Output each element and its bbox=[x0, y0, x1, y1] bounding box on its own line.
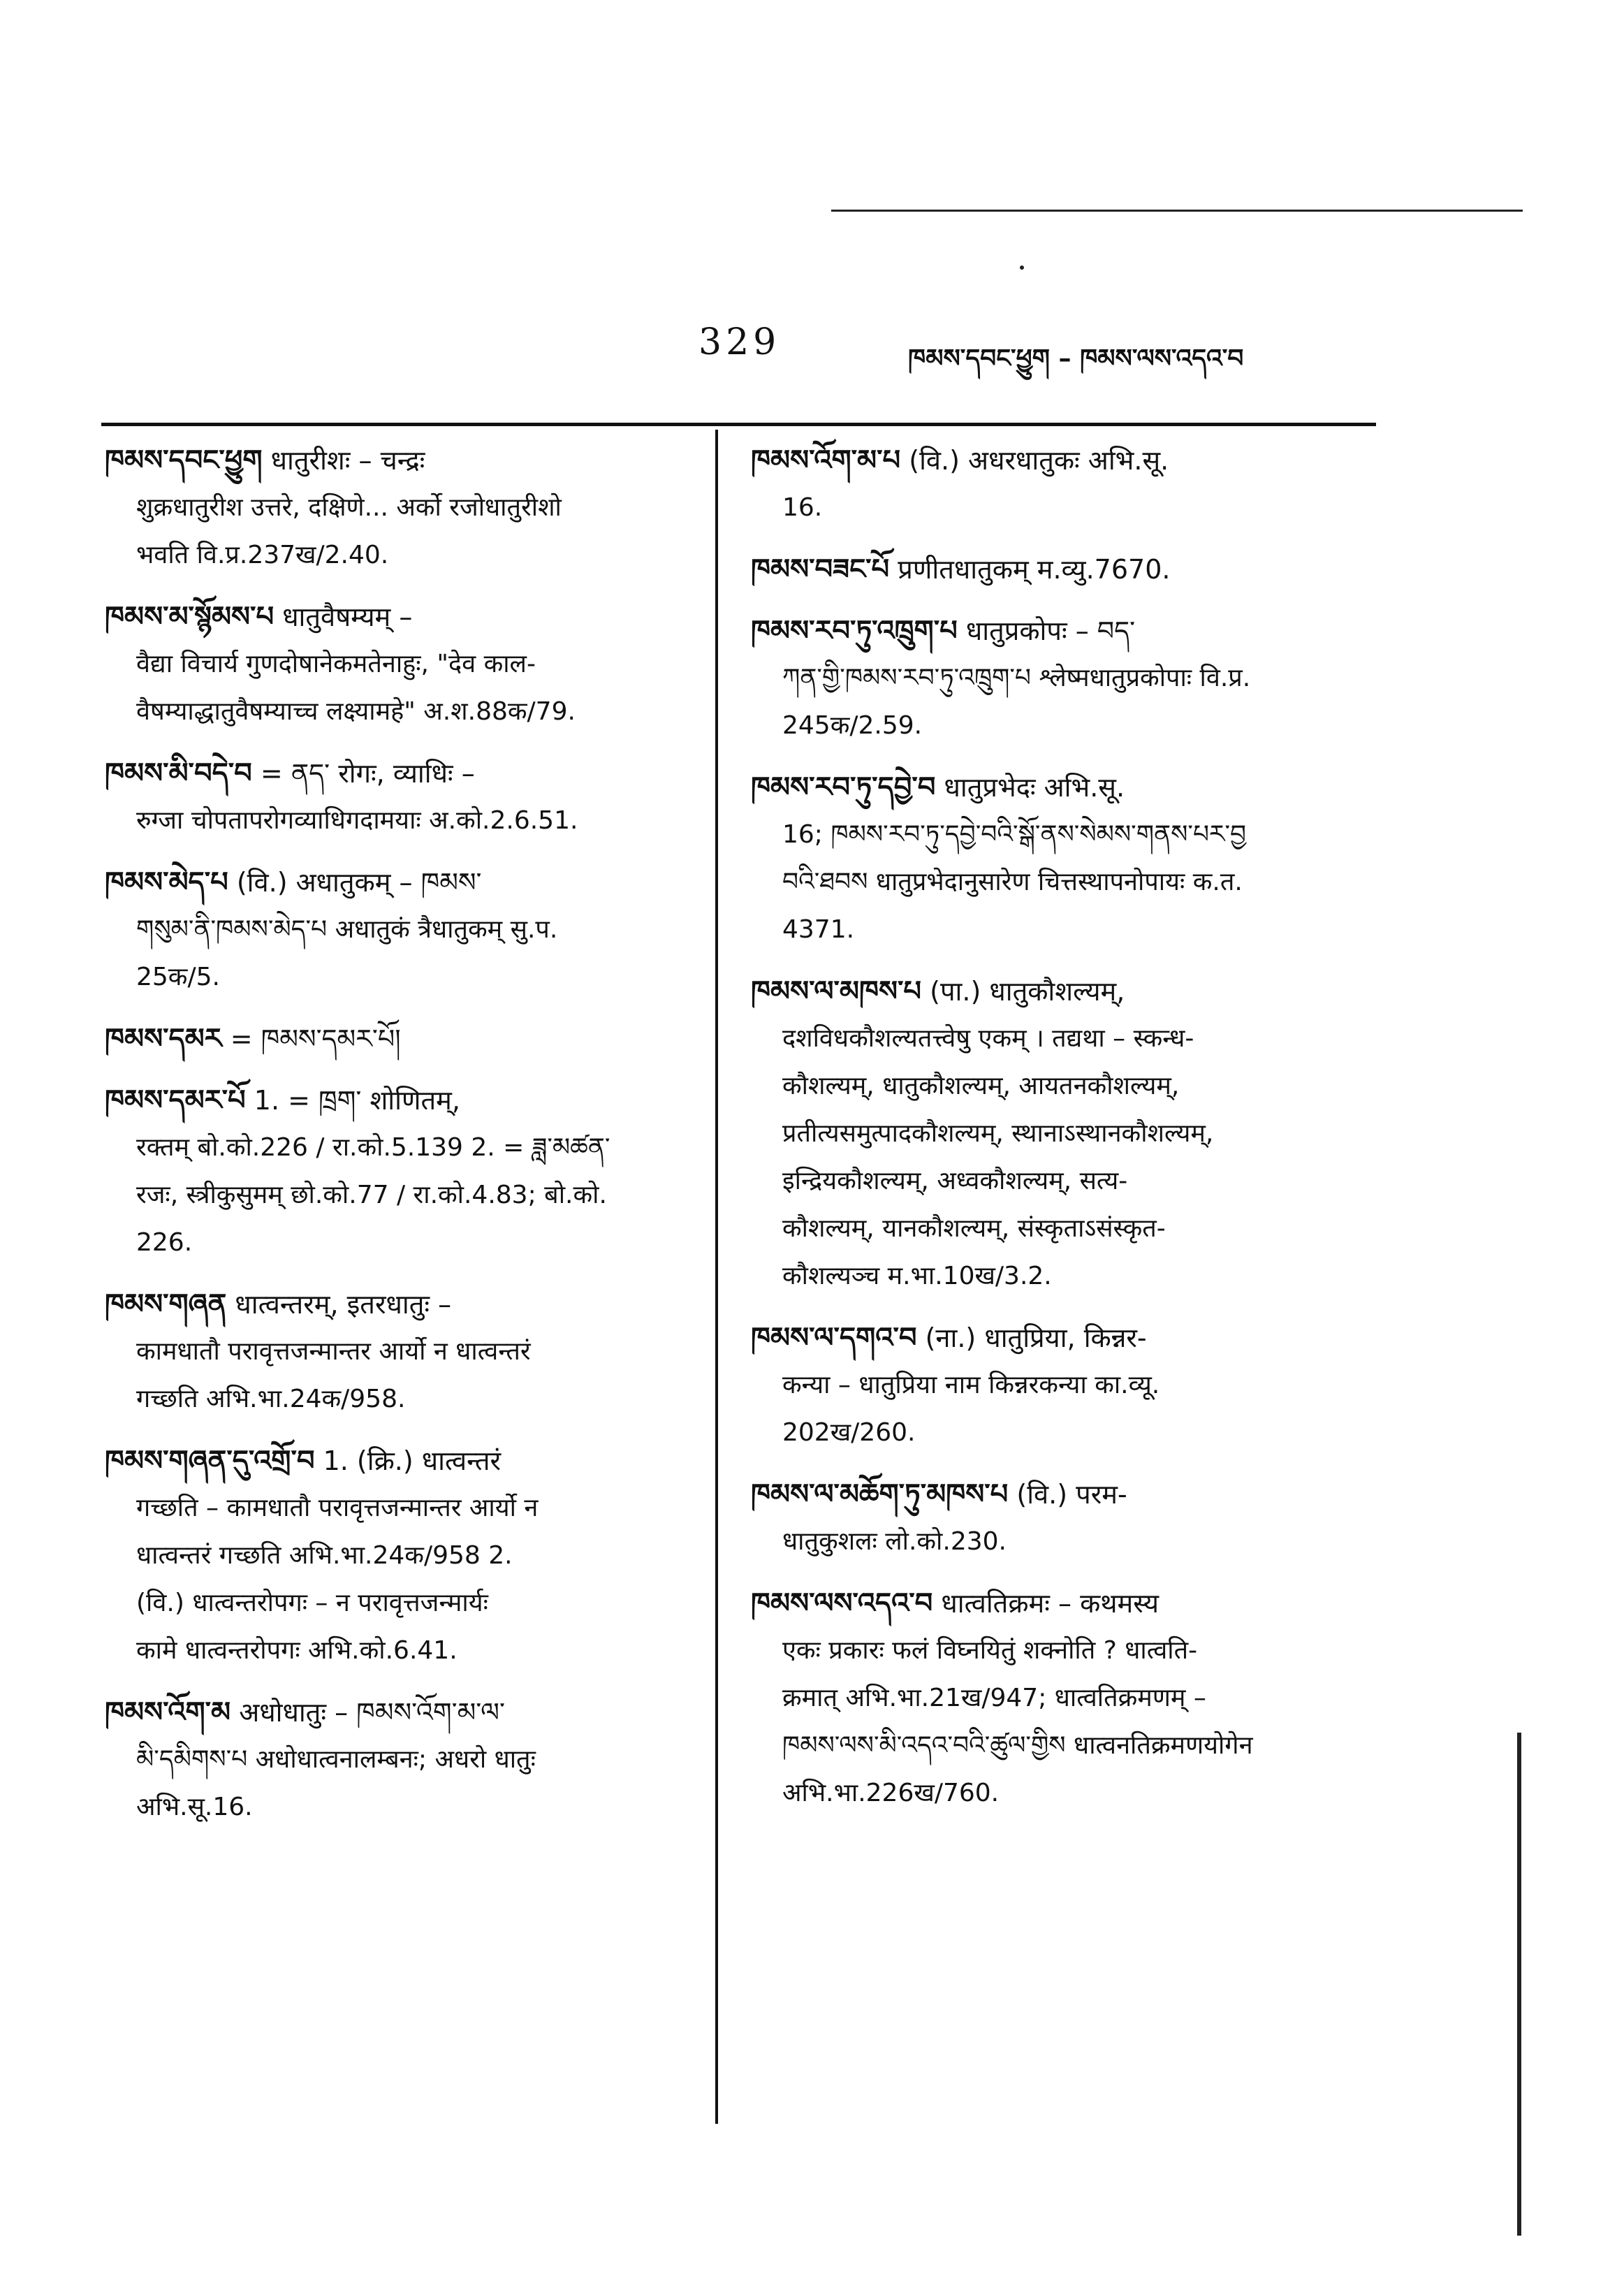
entry-text: धातुप्रकोपः – བད་ bbox=[965, 615, 1136, 646]
right-column bbox=[751, 437, 1380, 1831]
entry-text: कामधातौ परावृत्तजन्मान्तर आर्यो न धात्वन्तरं bbox=[136, 1337, 531, 1366]
entry-first-line bbox=[105, 859, 692, 906]
entry-line bbox=[751, 859, 1380, 906]
dictionary-entry bbox=[751, 1580, 1380, 1817]
entry-text: धात्वन्तरम्, इतरधातुः – bbox=[235, 1289, 452, 1320]
entry-line bbox=[105, 1784, 692, 1831]
entry-line bbox=[105, 1627, 692, 1675]
entry-text: कामे धात्वन्तरोपगः अभि.को.6.41. bbox=[136, 1636, 458, 1665]
page-number: 329 bbox=[698, 321, 781, 363]
entry-first-line bbox=[751, 546, 1380, 593]
entry-line bbox=[105, 906, 692, 954]
entry-line bbox=[751, 1722, 1380, 1770]
entry-text: བའི་ཐབས धातुप्रभेदानुसारेण चित्तस्थापनोपायः क.त. bbox=[782, 868, 1243, 896]
entry-first-line bbox=[105, 1689, 692, 1736]
dictionary-entry bbox=[105, 859, 692, 1001]
entry-text: गच्छति अभि.भा.24क/958. bbox=[136, 1385, 406, 1413]
entry-text: 25क/5. bbox=[136, 963, 220, 991]
dictionary-entry bbox=[105, 1689, 692, 1831]
dictionary-entry bbox=[105, 1015, 692, 1063]
headword: ཁམས་དམར bbox=[105, 1023, 222, 1055]
entry-line bbox=[751, 1015, 1380, 1063]
entry-text: धातुप्रभेदः अभि.सू. bbox=[944, 772, 1125, 803]
entry-text: शुक्रधातुरीश उत्तरे, दक्षिणे... अर्को रजोधातुरीशो bbox=[136, 493, 562, 522]
entry-text: प्रतीत्यसमुत्पादकौशल्यम्, स्थानाऽस्थानकौशल्यम्, bbox=[782, 1119, 1214, 1148]
entry-text: 1. (क्रि.) धात्वन्तरं bbox=[323, 1445, 502, 1476]
entry-first-line bbox=[751, 764, 1380, 811]
entry-line bbox=[751, 1675, 1380, 1722]
dictionary-entry bbox=[751, 968, 1380, 1300]
entry-text: 16. bbox=[782, 493, 823, 522]
entry-line bbox=[105, 1485, 692, 1532]
headword: ཁམས་ལས་འདའ་བ bbox=[751, 1587, 933, 1619]
entry-first-line bbox=[751, 1314, 1380, 1362]
headword: ཁམས་གཞན་དུ་འགྲོ་བ bbox=[105, 1445, 315, 1477]
dictionary-entry bbox=[105, 750, 692, 845]
entry-line bbox=[751, 1063, 1380, 1110]
entry-first-line bbox=[105, 1281, 692, 1328]
entry-text: 16; ཁམས་རབ་ཏུ་དབྱེ་བའི་སྒོ་ནས་སེམས་གནས་པར་བྱ bbox=[782, 820, 1247, 849]
entry-text: वैद्या विचार्य गुणदोषानेकमतेनाहुः, "देव काल- bbox=[136, 650, 536, 678]
entry-text: ཀན་གྱི་ཁམས་རབ་ཏུ་འཁྲུག་པ श्लेष्मधातुप्रकोपाः वि.प्र. bbox=[782, 664, 1251, 692]
dictionary-entry bbox=[105, 1077, 692, 1267]
entry-line bbox=[105, 1124, 692, 1172]
entry-line bbox=[751, 702, 1380, 750]
entry-line bbox=[105, 1376, 692, 1423]
entry-text: = ཁམས་དམར་པོ། bbox=[230, 1023, 401, 1054]
dictionary-entry bbox=[751, 437, 1380, 532]
entry-line bbox=[105, 1328, 692, 1376]
dictionary-entry bbox=[751, 1471, 1380, 1566]
entry-line bbox=[751, 811, 1380, 859]
entry-line bbox=[751, 484, 1380, 532]
entry-text: अभि.भा.226ख/760. bbox=[782, 1779, 1000, 1807]
entry-first-line bbox=[751, 968, 1380, 1015]
entry-line bbox=[751, 1253, 1380, 1300]
entry-line bbox=[751, 1409, 1380, 1457]
entry-line bbox=[105, 1580, 692, 1627]
entry-text: एकः प्रकारः फलं विघ्नयितुं शक्नोति ? धात्वति- bbox=[782, 1636, 1198, 1665]
headword: ཁམས་རབ་ཏུ་འཁྲུག་པ bbox=[751, 615, 958, 647]
headword: ཁམས་རབ་ཏུ་དབྱེ་བ bbox=[751, 771, 936, 803]
entry-line bbox=[751, 1110, 1380, 1158]
entry-line bbox=[105, 688, 692, 736]
entry-text: कौशल्यञ्च म.भा.10ख/3.2. bbox=[782, 1262, 1052, 1290]
dictionary-entry bbox=[751, 546, 1380, 593]
entry-line bbox=[105, 1219, 692, 1267]
headword: ཁམས་ལ་མཆོག་ཏུ་མཁས་པ bbox=[751, 1478, 1009, 1510]
entry-text: इन्द्रियकौशल्यम्, अध्वकौशल्यम्, सत्य- bbox=[782, 1167, 1128, 1195]
entry-text: (वि.) अधरधातुकः अभि.सू. bbox=[909, 445, 1169, 476]
entry-text: 1. = ཁྲག་ शोणितम्, bbox=[254, 1085, 460, 1116]
entry-line bbox=[105, 1532, 692, 1580]
dictionary-entry bbox=[105, 1437, 692, 1675]
entry-line bbox=[751, 1158, 1380, 1205]
entry-first-line bbox=[105, 1015, 692, 1063]
entry-text: रजः, स्त्रीकुसुमम् छो.को.77 / रा.को.4.83; बो.को. bbox=[136, 1181, 607, 1209]
entry-line bbox=[105, 954, 692, 1001]
headword: ཁམས་འོག་མ bbox=[105, 1696, 231, 1728]
dictionary-entry bbox=[105, 1281, 692, 1423]
entry-line bbox=[105, 484, 692, 532]
entry-text: धातुवैषम्यम् – bbox=[282, 602, 413, 632]
headword: ཁམས་བཟང་པོ bbox=[751, 553, 890, 585]
entry-line bbox=[751, 906, 1380, 954]
stray-dot bbox=[1020, 265, 1024, 270]
entry-line bbox=[751, 1205, 1380, 1253]
entry-first-line bbox=[105, 1437, 692, 1485]
scan-edge-mark bbox=[1517, 1733, 1521, 2236]
dictionary-entry bbox=[105, 437, 692, 579]
entry-text: (वि.) धात्वन्तरोपगः – न परावृत्तजन्मार्यः bbox=[136, 1589, 488, 1617]
entry-text: ཁམས་ལས་མི་འདའ་བའི་ཚུལ་གྱིས धात्वनतिक्रमणयोगेन bbox=[782, 1731, 1253, 1760]
entry-line bbox=[105, 532, 692, 579]
entry-text: (पा.) धातुकौशल्यम्, bbox=[930, 976, 1125, 1007]
entry-first-line bbox=[105, 1077, 692, 1124]
entry-text: धात्वन्तरं गच्छति अभि.भा.24क/958 2. bbox=[136, 1541, 513, 1570]
entry-text: 226. bbox=[136, 1228, 193, 1257]
entry-text: कन्या – धातुप्रिया नाम किन्नरकन्या का.व्यू. bbox=[782, 1371, 1160, 1399]
top-rule bbox=[831, 210, 1523, 212]
entry-first-line bbox=[751, 1471, 1380, 1518]
headword: ཁམས་དབང་ཕྱུག bbox=[105, 444, 263, 476]
headword: ཁམས་ལ་མཁས་པ bbox=[751, 975, 922, 1007]
entry-line bbox=[751, 655, 1380, 702]
entry-text: धातुरीशः – चन्द्रः bbox=[270, 445, 425, 476]
dictionary-entry bbox=[751, 607, 1380, 750]
headword: ཁམས་མ་སྙོམས་པ bbox=[105, 601, 275, 633]
entry-text: अधोधातुः – ཁམས་འོག་མ་ལ་ bbox=[239, 1697, 505, 1728]
entry-text: 245क/2.59. bbox=[782, 711, 923, 740]
entry-text: अभि.सू.16. bbox=[136, 1793, 253, 1821]
entry-first-line bbox=[751, 437, 1380, 484]
entry-text: གསུམ་ནི་ཁམས་མེད་པ अधातुकं त्रैधातुकम् सु.प. bbox=[136, 915, 558, 944]
entry-text: 202ख/260. bbox=[782, 1418, 916, 1447]
headword: ཁམས་འོག་མ་པ bbox=[751, 444, 901, 476]
headword: ཁམས་མི་བདེ་བ bbox=[105, 757, 252, 789]
dictionary-entry bbox=[105, 593, 692, 736]
entry-text: = ནད་ रोगः, व्याधिः – bbox=[260, 758, 475, 789]
entry-line bbox=[751, 1518, 1380, 1566]
entry-first-line bbox=[105, 593, 692, 641]
entry-text: कौशल्यम्, धातुकौशल्यम्, आयतनकौशल्यम्, bbox=[782, 1072, 1180, 1100]
headword: ཁམས་མེད་པ bbox=[105, 866, 228, 898]
entry-text: མི་དམིགས་པ अधोधात्वनालम्बनः; अधरो धातुः bbox=[136, 1745, 536, 1774]
dictionary-entry bbox=[751, 764, 1380, 954]
entry-first-line bbox=[751, 1580, 1380, 1627]
entry-line bbox=[751, 1362, 1380, 1409]
entry-text: दशविधकौशल्यतत्त्वेषु एकम् । तद्यथा – स्कन्ध- bbox=[782, 1024, 1194, 1053]
entry-text: रुग्जा चोपतापरोगव्याधिगदामयाः अ.को.2.6.51. bbox=[136, 806, 578, 835]
entry-line bbox=[105, 1172, 692, 1219]
entry-text: भवति वि.प्र.237ख/2.40. bbox=[136, 541, 389, 569]
entry-first-line bbox=[105, 437, 692, 484]
entry-first-line bbox=[105, 750, 692, 797]
running-head: ཁམས་དབང་ཕྱུག – ཁམས་ལས་འདའ་བ bbox=[908, 344, 1244, 373]
entry-first-line bbox=[751, 607, 1380, 655]
entry-line bbox=[105, 1736, 692, 1784]
entry-text: (वि.) परम- bbox=[1016, 1479, 1127, 1510]
header-rule bbox=[101, 423, 1376, 426]
entry-text: (ना.) धातुप्रिया, किन्नर- bbox=[925, 1323, 1147, 1353]
entry-text: रक्तम् बो.को.226 / रा.को.5.139 2. = ཟླ་མཚན་ bbox=[136, 1133, 610, 1162]
entry-line bbox=[105, 641, 692, 688]
column-divider bbox=[715, 430, 718, 2124]
dictionary-entry bbox=[751, 1314, 1380, 1457]
left-column bbox=[105, 437, 692, 1845]
entry-text: वैषम्याद्धातुवैषम्याच्च लक्ष्यामहे" अ.श.88क/79. bbox=[136, 697, 576, 726]
entry-text: 4371. bbox=[782, 915, 855, 944]
entry-line bbox=[105, 797, 692, 845]
entry-text: धातुकुशलः लो.को.230. bbox=[782, 1527, 1007, 1556]
headword: ཁམས་གཞན bbox=[105, 1288, 227, 1320]
headword: ཁམས་ལ་དགའ་བ bbox=[751, 1322, 917, 1354]
entry-text: कौशल्यम्, यानकौशल्यम्, संस्कृताऽसंस्कृत- bbox=[782, 1214, 1166, 1243]
entry-text: प्रणीतधातुकम् म.व्यु.7670. bbox=[898, 554, 1171, 585]
entry-line bbox=[751, 1770, 1380, 1817]
entry-text: गच्छति – कामधातौ परावृत्तजन्मान्तर आर्यो न bbox=[136, 1494, 539, 1522]
entry-text: क्रमात् अभि.भा.21ख/947; धात्वतिक्रमणम् – bbox=[782, 1684, 1206, 1712]
entry-text: धात्वतिक्रमः – कथमस्य bbox=[941, 1588, 1160, 1619]
headword: ཁམས་དམར་པོ bbox=[105, 1084, 246, 1116]
entry-line bbox=[751, 1627, 1380, 1675]
entry-text: (वि.) अधातुकम् – ཁམས་ bbox=[236, 867, 482, 898]
